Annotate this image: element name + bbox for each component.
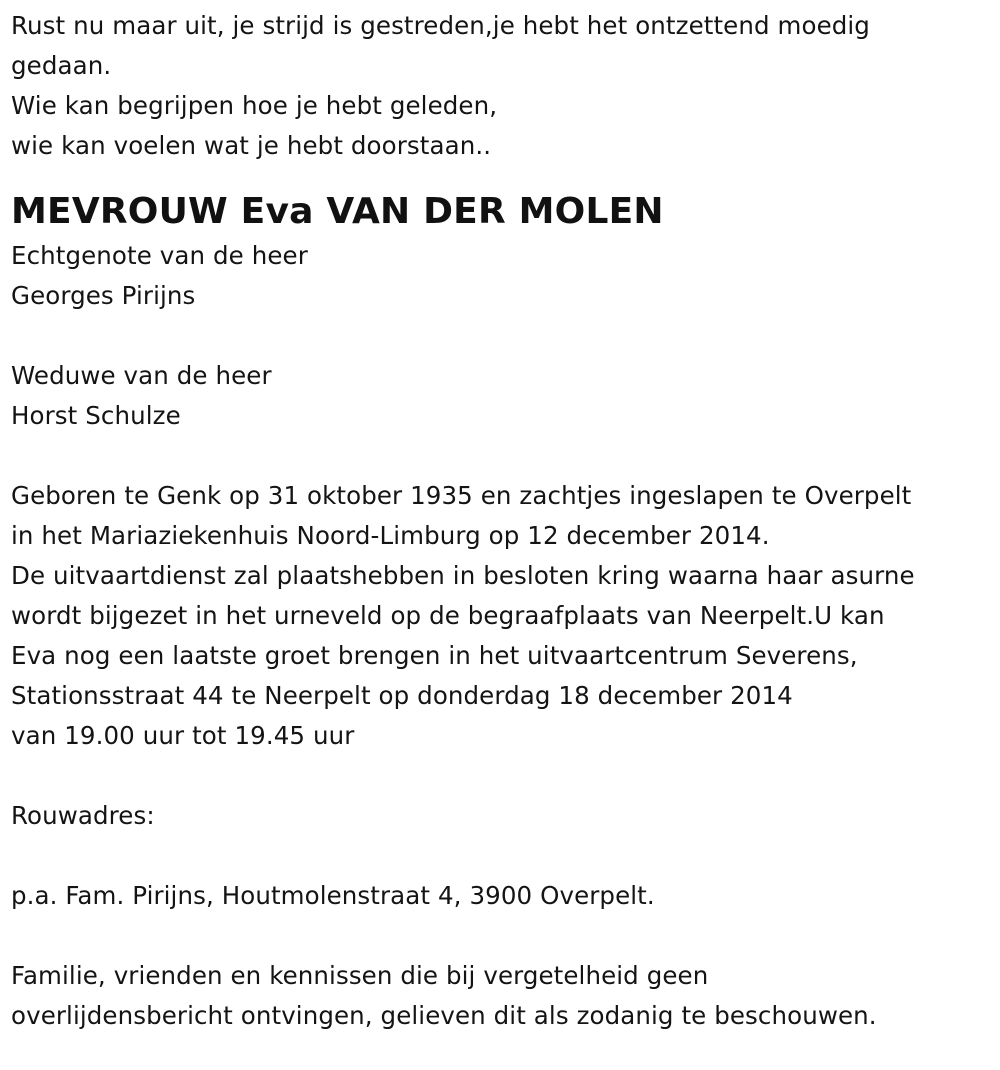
closing-line: Familie, vrienden en kennissen die bij vergetelheid geen (11, 961, 709, 990)
address-value: p.a. Fam. Pirijns, Houtmolenstraat 4, 3900 Overpelt. (11, 881, 655, 910)
poem-line: wie kan voelen wat je hebt doorstaan.. (11, 131, 492, 160)
poem-section (11, 6, 996, 166)
address-label: Rouwadres: (11, 801, 155, 830)
poem-line: gedaan. (11, 51, 112, 80)
obituary-notice (11, 6, 996, 1036)
poem-line: Wie kan begrijpen hoe je hebt geleden, (11, 91, 498, 120)
spacer (11, 316, 996, 356)
closing-section (11, 956, 996, 1036)
details-line: De uitvaartdienst zal plaatshebben in besloten kring waarna haar asurne (11, 561, 915, 590)
widow-section (11, 356, 996, 436)
details-line: Eva nog een laatste groet brengen in het uitvaartcentrum Severens, (11, 641, 858, 670)
deceased-name: MEVROUW Eva VAN DER MOLEN (11, 191, 664, 232)
details-line: van 19.00 uur tot 19.45 uur (11, 721, 355, 750)
closing-line: overlijdensbericht ontvingen, gelieven dit als zodanig te beschouwen. (11, 1001, 877, 1030)
spacer (11, 916, 996, 956)
details-line: Geboren te Genk op 31 oktober 1935 en zachtjes ingeslapen te Overpelt (11, 481, 912, 510)
widow-line: Weduwe van de heer (11, 361, 272, 390)
details-section (11, 476, 996, 756)
spacer (11, 836, 996, 876)
spouse-section (11, 236, 996, 316)
details-line: wordt bijgezet in het urneveld op de begraafplaats van Neerpelt.U kan (11, 601, 885, 630)
poem-line: Rust nu maar uit, je strijd is gestreden,je hebt het ontzettend moedig (11, 11, 870, 40)
spouse-line: Georges Pirijns (11, 281, 196, 310)
details-line: Stationsstraat 44 te Neerpelt op donderdag 18 december 2014 (11, 681, 793, 710)
details-line: in het Mariaziekenhuis Noord-Limburg op 12 december 2014. (11, 521, 770, 550)
widow-line: Horst Schulze (11, 401, 181, 430)
spacer (11, 756, 996, 796)
spacer (11, 436, 996, 476)
spouse-line: Echtgenote van de heer (11, 241, 308, 270)
